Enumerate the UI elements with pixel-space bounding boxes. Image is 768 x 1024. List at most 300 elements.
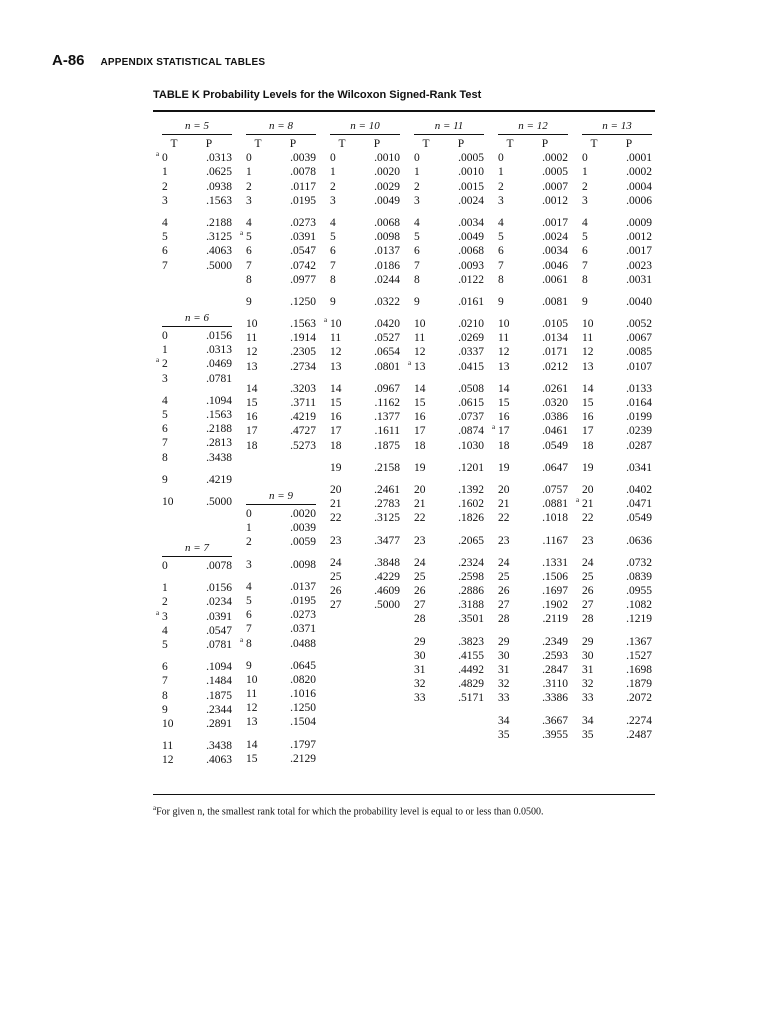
probability-cell: .0001 [626, 152, 652, 165]
probability-cell: .0527 [374, 332, 400, 345]
probability-cell: .4063 [206, 754, 232, 767]
table-row [246, 752, 316, 766]
rank-total-value: 24 [498, 556, 510, 569]
table-row [156, 608, 232, 624]
table-row [246, 317, 316, 331]
rank-total-value: 9 [582, 295, 588, 308]
rank-total-value: 12 [246, 702, 258, 715]
rank-total-cell [330, 396, 354, 410]
rank-total-cell [162, 394, 186, 408]
rank-total-cell [498, 461, 522, 475]
probability-cell: .0015 [458, 180, 484, 193]
probability-cell: .5000 [206, 495, 232, 508]
table-row [498, 439, 568, 453]
header-p: P [373, 138, 381, 150]
table-row [246, 673, 316, 687]
rank-total-value: 6 [246, 609, 252, 622]
table-row [414, 424, 484, 438]
table-row [582, 317, 652, 331]
probability-cell: .0010 [458, 166, 484, 179]
table-row [498, 483, 568, 497]
rank-total-cell [498, 483, 522, 497]
rank-total-value: 1 [246, 522, 252, 535]
rank-total-cell [330, 497, 354, 511]
table-row [246, 165, 316, 179]
probability-cell: .1879 [626, 678, 652, 691]
rank-total-value: 11 [162, 740, 174, 753]
rank-total-value: 12 [498, 346, 510, 359]
rank-total-value: 24 [414, 556, 426, 569]
rank-total-cell [246, 360, 270, 374]
rank-total-cell [246, 244, 270, 258]
rank-total-cell [162, 372, 186, 386]
row-group-gap [582, 526, 652, 534]
row-group-gap [246, 208, 316, 216]
probability-cell: .4155 [458, 649, 484, 662]
probability-cell: .0461 [542, 425, 568, 438]
table-row [582, 216, 652, 230]
rank-total-cell [498, 570, 522, 584]
table-top-rule [153, 110, 655, 112]
rank-total-value: 17 [498, 425, 510, 438]
table-n6 [156, 310, 232, 509]
rank-total-cell [582, 691, 606, 705]
rank-total-cell [498, 180, 522, 194]
rank-total-value: 33 [498, 692, 510, 705]
rank-total-cell [246, 317, 270, 331]
rank-total-value: 33 [414, 692, 426, 705]
rank-total-cell [246, 273, 270, 287]
rank-total-value: 6 [246, 245, 252, 258]
rank-total-value: 0 [498, 152, 504, 165]
rank-total-cell [582, 677, 606, 691]
table-row [324, 316, 400, 331]
rank-total-cell [498, 649, 522, 663]
row-group-gap [582, 309, 652, 317]
table-row [498, 180, 568, 194]
table-row [330, 439, 400, 453]
rank-total-cell [330, 410, 354, 424]
rank-total-cell [582, 556, 606, 570]
probability-cell: .0049 [458, 231, 484, 244]
probability-cell: .1167 [542, 534, 568, 547]
row-group-gap [582, 453, 652, 461]
rank-total-value: 15 [246, 397, 258, 409]
probability-cell: .0107 [626, 360, 652, 373]
rank-total-value: 24 [582, 556, 594, 569]
table-row [582, 230, 652, 244]
probability-cell: .0210 [458, 318, 484, 331]
table-row [162, 473, 232, 487]
row-group-gap [414, 374, 484, 382]
row-group-gap [498, 208, 568, 216]
rank-total-value: 27 [498, 599, 510, 612]
significance-marker: a [156, 356, 160, 365]
table-row [498, 556, 568, 570]
rank-total-cell [162, 595, 186, 609]
rank-total-cell [246, 701, 270, 715]
rank-total-value: 18 [246, 439, 258, 452]
rank-total-value: 4 [582, 216, 588, 229]
probability-cell: .0874 [458, 425, 484, 438]
probability-cell: .2783 [374, 498, 400, 511]
rank-total-cell [240, 635, 270, 651]
probability-cell: .3711 [290, 397, 316, 409]
table-row [498, 259, 568, 273]
table-row [246, 410, 316, 424]
rank-total-value: 2 [498, 180, 504, 193]
row-group-gap [498, 526, 568, 534]
probability-cell: .1250 [290, 702, 316, 715]
rank-total-cell [156, 150, 186, 165]
rank-total-value: 6 [162, 423, 168, 436]
table-row [330, 584, 400, 598]
row-group-gap [162, 465, 232, 473]
rank-total-value: 20 [330, 483, 342, 496]
table-row [162, 216, 232, 230]
table-row [246, 382, 316, 396]
probability-cell: .2813 [206, 437, 232, 450]
rank-total-value: 21 [582, 498, 594, 511]
probability-cell: .3955 [542, 728, 568, 741]
rank-total-cell [582, 180, 606, 194]
rank-total-cell [582, 151, 606, 165]
probability-cell: .0002 [542, 152, 568, 165]
row-group-gap [414, 287, 484, 295]
rank-total-value: 10 [162, 717, 174, 730]
table-n13 [576, 118, 652, 742]
table-row [414, 273, 484, 287]
rank-total-cell [246, 752, 270, 766]
table-row [162, 244, 232, 258]
rank-total-cell [498, 439, 522, 453]
probability-cell: .2274 [626, 714, 652, 727]
rank-total-cell [414, 396, 438, 410]
rank-total-cell [162, 739, 186, 753]
row-group-gap [414, 475, 484, 483]
rank-total-value: 10 [246, 673, 258, 686]
rank-total-cell [498, 317, 522, 331]
row-group-gap [246, 572, 316, 580]
probability-cell: .2487 [626, 728, 652, 741]
rank-total-cell [582, 635, 606, 649]
rank-total-cell [162, 559, 186, 573]
probability-cell: .0098 [290, 558, 316, 571]
probability-cell: .0402 [626, 483, 652, 496]
table-row [498, 649, 568, 663]
rank-total-value: 23 [330, 534, 342, 547]
probability-cell: .0781 [206, 638, 232, 651]
table-row [240, 229, 316, 244]
table-row [414, 165, 484, 179]
table-footnote [153, 804, 544, 817]
header-p: P [541, 138, 549, 150]
rank-total-cell [582, 194, 606, 208]
probability-cell: .4727 [290, 425, 316, 438]
probability-cell: .2598 [458, 570, 484, 583]
rank-total-cell [498, 216, 522, 230]
rank-total-value: 22 [414, 512, 426, 525]
table-row [162, 165, 232, 179]
table-row [330, 216, 400, 230]
table-row [162, 624, 232, 638]
rank-total-value: 9 [162, 703, 168, 716]
rank-total-cell [582, 663, 606, 677]
probability-cell: .4609 [374, 585, 400, 598]
rank-total-value: 0 [414, 152, 420, 165]
rank-total-cell [330, 295, 354, 309]
rank-total-value: 29 [498, 635, 510, 648]
probability-cell: .0040 [626, 295, 652, 308]
rank-total-cell [582, 570, 606, 584]
rank-total-cell [582, 259, 606, 273]
rank-total-cell [162, 230, 186, 244]
table-row [498, 396, 568, 410]
row-group-gap [498, 706, 568, 714]
rank-total-cell [162, 624, 186, 638]
table-row [498, 663, 568, 677]
probability-cell: .1697 [542, 585, 568, 598]
rank-total-cell [498, 259, 522, 273]
probability-cell: .5171 [458, 692, 484, 705]
rank-total-value: 7 [162, 437, 168, 450]
table-row [582, 396, 652, 410]
table-row [246, 396, 316, 410]
rank-total-value: 31 [582, 664, 594, 676]
rank-total-cell [414, 244, 438, 258]
rank-total-value: 2 [246, 180, 252, 193]
table-row [246, 594, 316, 608]
probability-cell: .0046 [542, 259, 568, 272]
rank-total-cell [582, 345, 606, 359]
probability-cell: .4492 [458, 664, 484, 676]
rank-total-cell [162, 689, 186, 703]
rank-total-value: 7 [246, 623, 252, 636]
table-row [162, 739, 232, 753]
table-row [162, 394, 232, 408]
rank-total-cell [414, 295, 438, 309]
table-row [498, 295, 568, 309]
probability-cell: .3386 [542, 692, 568, 705]
rank-total-value: 5 [330, 231, 336, 244]
rank-total-value: 25 [498, 570, 510, 583]
rank-total-cell [162, 660, 186, 674]
rank-total-value: 6 [330, 245, 336, 258]
probability-cell: .1902 [542, 599, 568, 612]
probability-cell: .0820 [290, 673, 316, 686]
probability-cell: .3438 [206, 740, 232, 753]
probability-cell: .1602 [458, 498, 484, 511]
probability-cell: .3110 [542, 678, 568, 691]
rank-total-value: 1 [414, 166, 420, 179]
rank-total-value: 2 [414, 180, 420, 193]
rank-total-cell [162, 422, 186, 436]
rank-total-value: 3 [162, 610, 168, 623]
rank-total-cell [246, 594, 270, 608]
significance-marker: a [492, 423, 496, 432]
rank-total-cell [498, 663, 522, 677]
rank-total-cell [246, 382, 270, 396]
rank-total-value: 15 [414, 397, 426, 409]
rank-total-cell [324, 316, 354, 331]
table-row [414, 244, 484, 258]
rank-total-value: 12 [582, 346, 594, 359]
table-row [582, 259, 652, 273]
rank-total-value: 20 [414, 483, 426, 496]
table-row [498, 331, 568, 345]
probability-cell: .0549 [542, 439, 568, 452]
probability-cell: .0371 [290, 623, 316, 636]
table-row [156, 356, 232, 371]
table-row [498, 244, 568, 258]
rank-total-value: 25 [330, 570, 342, 583]
table-row [414, 295, 484, 309]
rank-total-value: 19 [330, 461, 342, 474]
rank-total-value: 30 [582, 649, 594, 662]
table-row [498, 216, 568, 230]
rank-total-cell [162, 244, 186, 258]
rank-total-value: 23 [414, 534, 426, 547]
rank-total-value: 4 [498, 216, 504, 229]
rank-total-cell [414, 230, 438, 244]
rank-total-value: 12 [330, 346, 342, 359]
rank-total-cell [246, 535, 270, 549]
table-row [582, 570, 652, 584]
table-row [414, 584, 484, 598]
table-row [498, 345, 568, 359]
rank-total-value: 1 [162, 344, 168, 357]
rank-total-cell [414, 151, 438, 165]
rank-total-cell [162, 473, 186, 487]
rank-total-cell [330, 556, 354, 570]
table-n7 [156, 540, 232, 767]
table-row [330, 424, 400, 438]
significance-marker: a [240, 229, 244, 238]
rank-total-cell [582, 295, 606, 309]
rank-total-cell [414, 635, 438, 649]
rank-total-value: 8 [330, 273, 336, 286]
row-group-gap [162, 573, 232, 581]
probability-cell: .0049 [374, 194, 400, 207]
table-row [414, 570, 484, 584]
rank-total-value: 11 [330, 332, 342, 345]
probability-cell: .0234 [206, 596, 232, 609]
rank-total-cell [330, 216, 354, 230]
rank-total-cell [498, 230, 522, 244]
row-group-gap [162, 208, 232, 216]
rank-total-value: 5 [246, 231, 252, 244]
probability-cell: .3477 [374, 534, 400, 547]
probability-cell: .0287 [626, 439, 652, 452]
rank-total-value: 35 [498, 728, 510, 741]
table-row [414, 180, 484, 194]
rank-total-cell [582, 230, 606, 244]
rank-total-value: 5 [246, 594, 252, 607]
rank-total-value: 3 [162, 372, 168, 385]
rank-total-cell [582, 534, 606, 548]
probability-cell: .0093 [458, 259, 484, 272]
row-group-gap [498, 374, 568, 382]
probability-cell: .0171 [542, 346, 568, 359]
table-row [582, 273, 652, 287]
table-row [330, 194, 400, 208]
rank-total-cell [414, 180, 438, 194]
probability-cell: .0742 [290, 259, 316, 272]
rank-total-cell [498, 598, 522, 612]
rank-total-value: 23 [582, 534, 594, 547]
table-row [498, 410, 568, 424]
row-group-gap [582, 475, 652, 483]
rank-total-cell [330, 584, 354, 598]
rank-total-value: 15 [582, 397, 594, 409]
rank-total-cell [414, 194, 438, 208]
table-title: TABLE K Probability Levels for the Wilcoxon Signed-Rank Test [153, 89, 482, 101]
probability-cell: .0625 [206, 166, 232, 179]
rank-total-value: 19 [498, 461, 510, 474]
rank-total-cell [246, 608, 270, 622]
probability-cell: .0337 [458, 346, 484, 359]
rank-total-cell [582, 317, 606, 331]
rank-total-value: 22 [582, 512, 594, 525]
table-row [498, 461, 568, 475]
probability-cell: .0031 [626, 273, 652, 286]
rank-total-cell [414, 439, 438, 453]
probability-cell: .5273 [290, 439, 316, 452]
rank-total-value: 9 [246, 295, 252, 308]
probability-cell: .0955 [626, 585, 652, 598]
table-row [246, 295, 316, 309]
row-group-gap [162, 487, 232, 495]
probability-cell: .0391 [206, 610, 232, 623]
rank-total-value: 0 [330, 152, 336, 165]
rank-total-value: 33 [582, 692, 594, 705]
rank-total-cell [498, 382, 522, 396]
rank-total-cell [414, 649, 438, 663]
rank-total-cell [162, 436, 186, 450]
rank-total-cell [498, 584, 522, 598]
probability-cell: .1367 [626, 635, 652, 648]
table-row [414, 461, 484, 475]
probability-cell: .0636 [626, 534, 652, 547]
rank-total-value: 3 [582, 194, 588, 207]
rank-total-cell [414, 216, 438, 230]
row-group-gap [414, 548, 484, 556]
rank-total-cell [414, 612, 438, 626]
row-group-gap [330, 548, 400, 556]
probability-cell: .0732 [626, 556, 652, 569]
rank-total-cell [162, 343, 186, 357]
table-row [162, 230, 232, 244]
table-row [246, 244, 316, 258]
rank-total-cell [582, 483, 606, 497]
rank-total-cell [246, 410, 270, 424]
rank-total-cell [498, 165, 522, 179]
probability-cell: .0012 [542, 194, 568, 207]
table-row [330, 331, 400, 345]
probability-cell: .2344 [206, 703, 232, 716]
rank-total-value: 2 [582, 180, 588, 193]
rank-total-cell [414, 511, 438, 525]
probability-cell: .1018 [542, 512, 568, 525]
row-group-gap [162, 652, 232, 660]
header-p: P [625, 138, 633, 150]
table-row [162, 638, 232, 652]
probability-cell: .0085 [626, 346, 652, 359]
probability-cell: .0186 [374, 259, 400, 272]
rank-total-cell [330, 165, 354, 179]
row-group-gap [330, 309, 400, 317]
probability-cell: .5000 [206, 259, 232, 272]
